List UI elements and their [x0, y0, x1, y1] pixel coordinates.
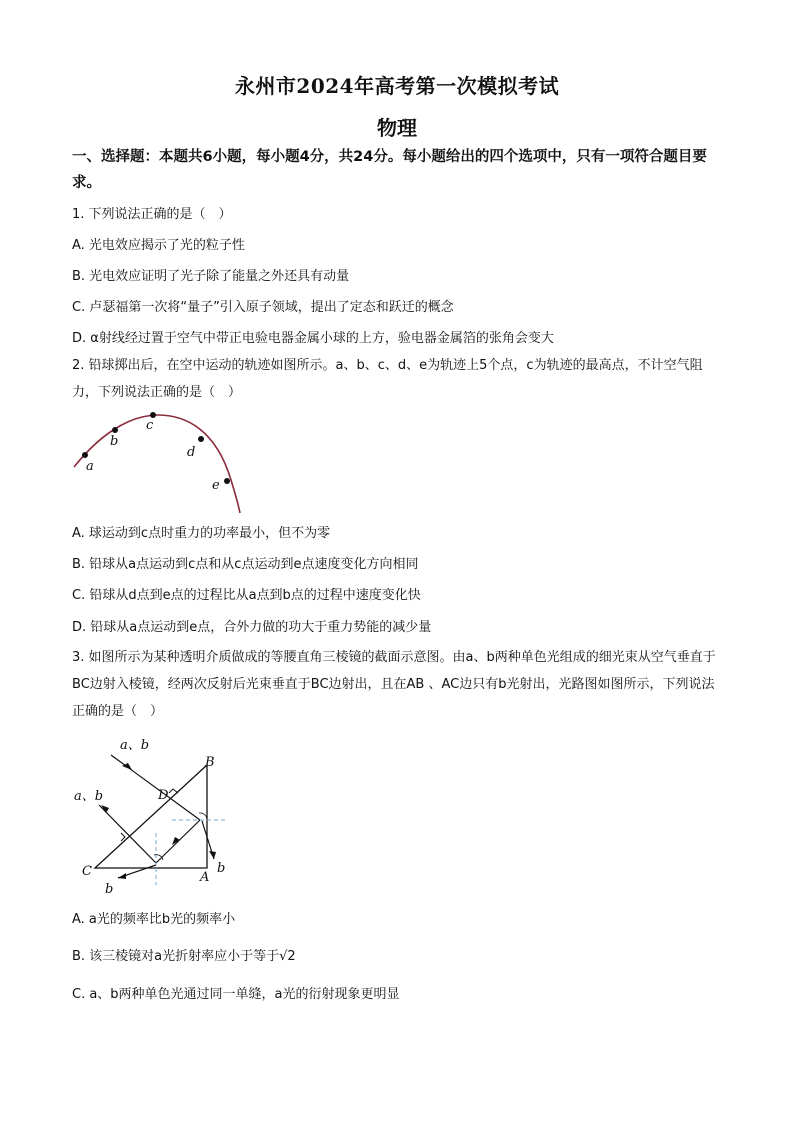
label-B: B — [205, 755, 215, 770]
prism-triangle — [95, 765, 207, 868]
incident-ray — [111, 755, 200, 820]
label-b-right: b — [217, 861, 226, 876]
q2-stem: 2. 铅球掷出后，在空中运动的轨迹如图所示。a、b、c、d、e为轨迹上5个点，c为轨迹的最高点，不计空气阻力，下列说法正确的是（ ） — [72, 358, 703, 400]
reflected-ray-2 — [99, 805, 156, 863]
label-b-bottom: b — [105, 882, 114, 897]
q3-option-b: B. 该三棱镜对a光折射率应小于等于√2 — [72, 949, 296, 964]
b-arrow-bottom — [118, 873, 126, 879]
trajectory-curve — [74, 415, 240, 513]
reflected-ray-1 — [156, 820, 200, 863]
q2-option-a: A. 球运动到c点时重力的功率最小，但不为零 — [72, 526, 331, 541]
right-angle-left — [121, 833, 125, 841]
q2-trajectory-figure — [66, 405, 251, 517]
point-a — [82, 452, 88, 458]
exam-title: 永州市2024年高考第一次模拟考试 — [234, 74, 560, 98]
q1-option-b: B. 光电效应证明了光子除了能量之外还具有动量 — [72, 269, 350, 284]
label-ab-left: a、b — [74, 789, 104, 804]
q2-option-c: C. 铅球从d点到e点的过程比从a点到b点的过程中速度变化快 — [72, 588, 421, 603]
point-e — [224, 478, 230, 484]
label-D: D — [158, 788, 169, 803]
q1-stem: 1. 下列说法正确的是（ ） — [72, 207, 232, 222]
q3-prism-figure — [68, 733, 238, 901]
label-C: C — [82, 864, 92, 879]
q3-stem: 3. 如图所示为某种透明介质做成的等腰直角三棱镜的截面示意图。由a、b两种单色光组成的细光束从空气垂直于BC边射入棱镜，经两次反射后光束垂直于BC边射出，且在AB 、AC边只有b光射出，光路图如图所示，下列说法正确的是（ ） — [72, 650, 716, 719]
label-b: b — [110, 434, 119, 449]
q1-option-c: C. 卢瑟福第一次将“量子”引入原子领域，提出了定态和跃迁的概念 — [72, 300, 454, 315]
q2-option-d: D. 铅球从a点运动到e点，合外力做的功大于重力势能的减少量 — [72, 620, 432, 635]
subject-title: 物理 — [377, 116, 417, 140]
label-c: c — [146, 418, 154, 433]
b-arrow-right — [209, 851, 216, 859]
label-A: A — [200, 870, 210, 885]
q3-option-c: C. a、b两种单色光通过同一单缝，a光的衍射现象更明显 — [72, 987, 400, 1002]
angle-arc-bottom — [154, 855, 163, 860]
label-ab-top: a、b — [120, 738, 150, 753]
label-e: e — [212, 478, 220, 493]
point-d — [198, 436, 204, 442]
point-b — [112, 427, 118, 433]
label-d: d — [187, 445, 196, 460]
label-a: a — [86, 459, 94, 474]
q2-option-b: B. 铅球从a点运动到c点和从c点运动到e点速度变化方向相同 — [72, 557, 419, 572]
q1-option-d: D. α射线经过置于空气中带正电验电器金属小球的上方，验电器金属箔的张角会变大 — [72, 331, 554, 346]
angle-arc — [199, 813, 207, 819]
q3-option-a: A. a光的频率比b光的频率小 — [72, 912, 236, 927]
q1-option-a: A. 光电效应揭示了光的粒子性 — [72, 238, 245, 253]
section-heading: 一、选择题：本题共6小题，每小题4分，共24分。每小题给出的四个选项中，只有一项符合题目要求。 — [72, 149, 707, 191]
right-angle-D — [169, 789, 178, 793]
